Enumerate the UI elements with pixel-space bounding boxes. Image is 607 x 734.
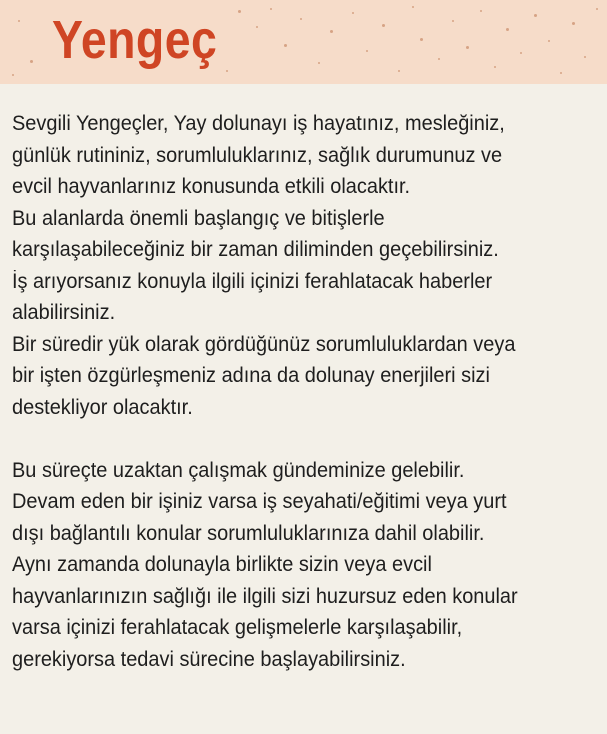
text-line: hayvanlarınızın sağlığı ile ilgili sizi huzursuz eden konular <box>12 584 518 608</box>
text-line: evcil hayvanlarınız konusunda etkili olacaktır. <box>12 175 411 198</box>
text-line: Aynı zamanda dolunayla birlikte sizin veya evcil <box>12 553 432 576</box>
header-banner <box>0 0 607 84</box>
text-line: alabilirsiniz. <box>12 301 116 324</box>
text-line: günlük rutininiz, sorumluluklarınız, sağlık durumunuz ve <box>12 143 503 167</box>
horoscope-text <box>12 108 602 675</box>
page-title: Yengeç <box>52 10 218 70</box>
text-line: karşılaşabileceğiniz bir zaman diliminden geçebilirsiniz. <box>12 238 499 261</box>
text-line: Sevgili Yengeçler, Yay dolunayı iş hayatınız, mesleğiniz, <box>12 112 505 135</box>
text-line: destekliyor olacaktır. <box>12 395 193 419</box>
text-line: bir işten özgürleşmeniz adına da dolunay enerjileri sizi <box>12 364 490 387</box>
text-line: dışı bağlantılı konular sorumluluklarınıza dahil olabilir. <box>12 521 485 545</box>
text-line: Bu süreçte uzaktan çalışmak gündeminize gelebilir. <box>12 458 465 482</box>
text-line: varsa içinizi ferahlatacak gelişmelerle karşılaşabilir, <box>12 616 463 639</box>
text-line: gerekiyorsa tedavi sürecine başlayabilirsiniz. <box>12 647 406 671</box>
text-line: İş arıyorsanız konuyla ilgili içinizi ferahlatacak haberler <box>12 269 493 293</box>
text-line: Bir süredir yük olarak gördüğünüz sorumluluklardan veya <box>12 332 516 356</box>
text-line: Devam eden bir işiniz varsa iş seyahati/eğitimi veya yurt <box>12 490 507 513</box>
text-line: Bu alanlarda önemli başlangıç ve bitişlerle <box>12 206 385 230</box>
paragraph-gap <box>12 423 602 455</box>
